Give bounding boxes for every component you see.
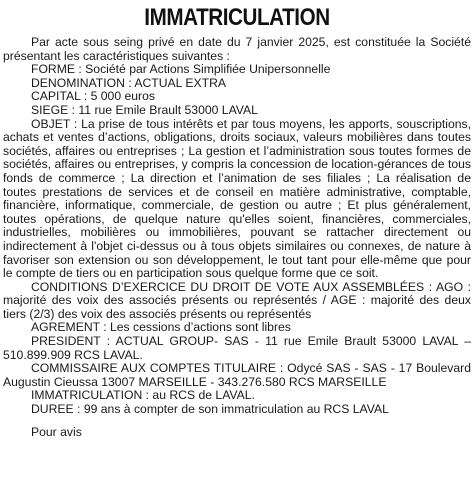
objet-paragraph: OBJET : La prise de tous intérêts et par tous moyens, les apports, souscriptions, achats et ventes d’actions, obligations, droits sociaux, valeurs mobilières dans toutes sociétés, affaires ou entreprises ; La gestion et l’administration sous toutes formes de sociétés, affaires ou entreprises, y compris la concession de location-gérances de tous fonds de commerce ; La direction et l’animation de ses filiales ; La réalisation de toutes prestations de services et de conseil en matière administrative, comptable, financière, informatique, commerciale, de gestion ou autre ; Et plus généralement, toutes opérations, de quelque nature qu'elles soient, financières, commerciales, industrielles, mobilières ou immobilières, pouvant se rattacher directement ou indirectement à l'objet ci-dessus ou à tous objets similaires ou connexes, de nature à favoriser son extension ou son développement, le tout tant pour elle-même que pour le compte de tiers ou en participation sous quelque forme que ce soit.: [3, 116, 471, 281]
intro-paragraph: Par acte sous seing privé en date du 7 janvier 2025, est constituée la Société présentant les caractéristiques suivantes :: [3, 35, 471, 63]
denomination-line: DENOMINATION : ACTUAL EXTRA: [31, 75, 227, 90]
forme-line: FORME : Société par Actions Simplifiée Unipersonnelle: [31, 62, 331, 77]
agrement-line: AGREMENT : Les cessions d’actions sont libres: [31, 320, 291, 335]
capital-line: CAPITAL : 5 000 euros: [31, 89, 155, 104]
signature-line: Pour avis: [31, 424, 82, 439]
siege-line: SIEGE : 11 rue Emile Brault 53000 LAVAL: [31, 102, 258, 117]
conditions-paragraph: CONDITIONS D’EXERCICE DU DROIT DE VOTE AUX ASSEMBLÉES : AGO : majorité des voix des associés présents ou représentés / AGE : majorité des deux tiers (2/3) des voix des associés présents ou représentés: [3, 279, 471, 321]
notice-title: IMMATRICULATION: [144, 4, 330, 31]
notice-body: [3, 36, 471, 439]
duree-line: DUREE : 99 ans à compter de son immatriculation au RCS LAVAL: [31, 402, 389, 417]
commissaire-paragraph: COMMISSAIRE AUX COMPTES TITULAIRE : Odycé SAS - SAS - 17 Boulevard Augustin Cieussa 13007 MARSEILLE - 343.276.580 RCS MARSEILLE: [3, 361, 471, 389]
immatriculation-line: IMMATRICULATION : au RCS de LAVAL.: [31, 388, 255, 403]
president-paragraph: PRESIDENT : ACTUAL GROUP- SAS - 11 rue Emile Brault 53000 LAVAL – 510.899.909 RCS LAVAL.: [3, 334, 471, 362]
